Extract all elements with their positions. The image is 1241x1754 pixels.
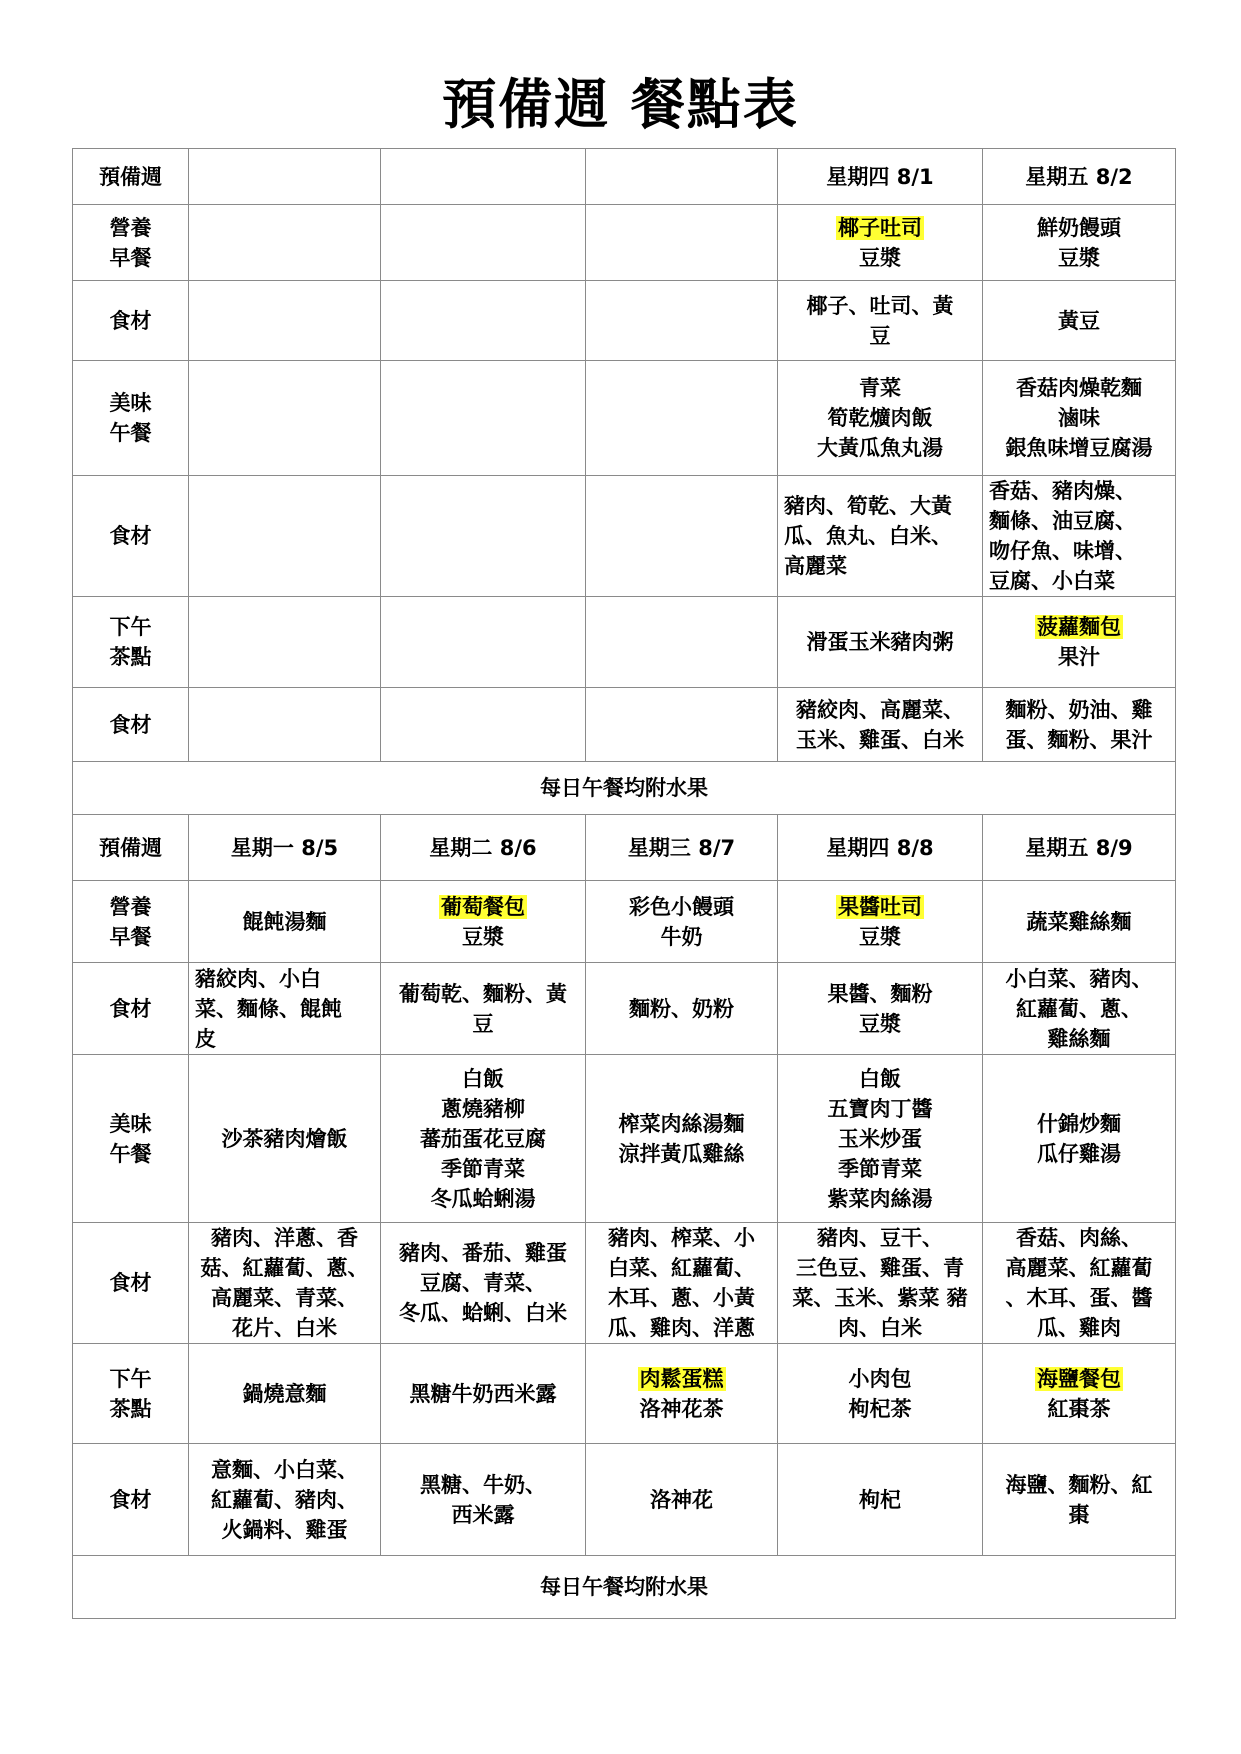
snack-cell: [586, 597, 778, 688]
breakfast-cell: [586, 205, 778, 281]
row-label-ingredients: 食材: [73, 476, 189, 597]
cell-line-wrap: [784, 922, 976, 952]
highlighted-item: 肉鬆蛋糕: [639, 1366, 724, 1391]
breakfast-cell: [381, 205, 586, 281]
cell-line-wrap: [989, 1394, 1169, 1424]
ingredients-cell: [778, 963, 983, 1055]
cell-line: 豆漿: [859, 245, 901, 270]
highlighted-item: 果醬吐司: [838, 894, 922, 919]
row-label-line: 營養: [109, 894, 152, 919]
day-header: 星期一 8/5: [189, 815, 381, 881]
cell-line-wrap: [195, 1379, 374, 1409]
cell-line: 菜、麵條、餛飩: [195, 996, 342, 1021]
cell-line-wrap: [989, 642, 1169, 672]
cell-line: 青菜: [859, 376, 901, 400]
cell-line: 豆漿: [462, 924, 504, 949]
cell-line: 菜、玉米、紫菜 豬: [792, 1286, 968, 1310]
cell-line: 涼拌黃瓜雞絲: [618, 1141, 745, 1166]
cell-line: 果醬、麵粉: [827, 981, 933, 1006]
cell-line: 豆腐、青菜、: [420, 1271, 546, 1295]
breakfast-cell: [586, 881, 778, 963]
ingredients-cell: [586, 1444, 778, 1556]
breakfast-cell: [189, 881, 381, 963]
cell-line: 豬肉、榨菜、小: [608, 1226, 755, 1250]
cell-line: 蕃茄蛋花豆腐: [420, 1126, 546, 1151]
cell-line: 滑蛋玉米豬肉粥: [806, 630, 954, 654]
day-header: 星期五 8/9: [983, 815, 1176, 881]
cell-line: 紅蘿蔔、蔥、: [1016, 996, 1142, 1021]
ingredients-cell: [381, 1223, 586, 1344]
cell-line: 麵粉、奶粉: [629, 996, 734, 1021]
cell-line-wrap: [784, 213, 976, 243]
row-label-ingredients: 食材: [73, 281, 189, 361]
cell-line: 西米露: [451, 1502, 515, 1527]
cell-line: 紅蘿蔔、豬肉、: [211, 1487, 358, 1512]
cell-line-wrap: [989, 612, 1169, 642]
cell-line: 黑糖牛奶西米露: [409, 1381, 557, 1406]
row-label-snack: [73, 1344, 189, 1444]
cell-line: 蔥燒豬柳: [441, 1096, 525, 1121]
row-label-line: 美味: [109, 391, 152, 415]
cell-line-wrap: [387, 922, 579, 952]
cell-line: 香菇肉燥乾麵: [1016, 376, 1142, 400]
cell-line: 大黃瓜魚丸湯: [817, 436, 943, 460]
lunch-cell: [381, 1055, 586, 1223]
cell-line-wrap: [592, 1394, 771, 1424]
ingredients-cell: [983, 476, 1176, 597]
cell-line: 玉米炒蛋: [838, 1126, 922, 1151]
ingredients-cell: [189, 281, 381, 361]
lunch-cell: [778, 361, 983, 476]
row-label-line: 早餐: [109, 245, 152, 270]
cell-line: 什錦炒麵: [1037, 1111, 1121, 1136]
cell-line: 季節青菜: [838, 1156, 922, 1181]
cell-line: 紫菜肉絲湯: [827, 1186, 933, 1211]
cell-line: 香菇、肉絲、: [1016, 1226, 1142, 1250]
ingredients-cell: [189, 476, 381, 597]
cell-line: 豆: [869, 323, 891, 348]
ingredients-cell: [189, 688, 381, 762]
row-label-line: 下午: [109, 615, 152, 639]
cell-line: 滷味: [1058, 406, 1100, 430]
highlighted-item: 菠蘿麵包: [1037, 615, 1121, 639]
cell-line: 小白菜、豬肉、: [1005, 966, 1153, 991]
cell-line-wrap: [592, 1364, 771, 1394]
row-label-line: 早餐: [109, 924, 152, 949]
row-label-ingredients: 食材: [73, 963, 189, 1055]
cell-line: 鮮奶饅頭: [1037, 215, 1121, 240]
cell-line: 豬肉、番茄、雞蛋: [399, 1241, 567, 1265]
snack-cell: [189, 1344, 381, 1444]
breakfast-cell: [983, 205, 1176, 281]
day-header: [381, 149, 586, 205]
cell-line: 銀魚味增豆腐湯: [1005, 436, 1153, 460]
ingredients-cell: [983, 281, 1176, 361]
cell-line: 豬絞肉、高麗菜、: [796, 697, 964, 722]
row-label-line: 營養: [109, 215, 152, 240]
cell-line: 皮: [195, 1026, 216, 1051]
ingredients-cell: [586, 1223, 778, 1344]
row-label-ingredients: 食材: [73, 688, 189, 762]
cell-line-wrap: [387, 1379, 579, 1409]
cell-line: 豬肉、筍乾、大黃: [784, 494, 952, 518]
cell-line: 瓜、雞肉: [1037, 1316, 1121, 1340]
row-label-ingredients: 食材: [73, 1444, 189, 1556]
cell-line: 吻仔魚、味增、: [989, 539, 1136, 563]
cell-line: 白菜、紅蘿蔔、: [608, 1256, 755, 1280]
cell-line: 、木耳、蛋、醬: [1005, 1286, 1153, 1310]
cell-line: 黑糖、牛奶、: [420, 1472, 546, 1497]
ingredients-cell: [586, 281, 778, 361]
cell-line: 瓜、魚丸、白米、: [784, 524, 952, 548]
fruit-note: 每日午餐均附水果: [73, 762, 1176, 815]
lunch-cell: [983, 1055, 1176, 1223]
cell-line: 蔬菜雞絲麵: [1026, 909, 1132, 934]
breakfast-cell: [189, 205, 381, 281]
cell-line-wrap: [989, 213, 1169, 243]
cell-line: 果汁: [1058, 645, 1100, 669]
cell-line: 豆漿: [859, 1011, 901, 1036]
page-title: 預備週 餐點表: [442, 73, 799, 136]
cell-line-wrap: [784, 1394, 976, 1424]
highlighted-item: 海鹽餐包: [1037, 1366, 1121, 1391]
cell-line: 筍乾爌肉飯: [827, 406, 933, 430]
ingredients-cell: [189, 1444, 381, 1556]
cell-line: 冬瓜、蛤蜊、白米: [399, 1301, 567, 1325]
lunch-cell: [778, 1055, 983, 1223]
cell-line: 棗: [1068, 1502, 1090, 1527]
lunch-cell: [983, 361, 1176, 476]
ingredients-cell: [778, 688, 983, 762]
cell-line: 葡萄乾、麵粉、黃: [399, 981, 567, 1006]
cell-line: 豬絞肉、小白: [195, 966, 321, 991]
cell-line: 豆: [472, 1011, 494, 1036]
row-label-line: 茶點: [109, 1396, 152, 1421]
cell-line-wrap: [784, 1364, 976, 1394]
row-label-line: 美味: [109, 1111, 152, 1136]
menu-table-week1: [72, 148, 1176, 1619]
cell-line: 豆腐、小白菜: [989, 569, 1115, 593]
cell-line: 豆漿: [859, 924, 901, 949]
ingredients-cell: [381, 963, 586, 1055]
lunch-cell: [586, 361, 778, 476]
ingredients-cell: [983, 963, 1176, 1055]
ingredients-cell: [586, 963, 778, 1055]
cell-line: 高麗菜: [784, 554, 847, 578]
cell-line: 豬肉、豆干、: [817, 1226, 943, 1250]
cell-line: 雞絲麵: [1047, 1026, 1111, 1051]
cell-line: 白飯: [859, 1066, 901, 1091]
cell-line: 瓜、雞肉、洋蔥: [608, 1316, 755, 1340]
day-header: 星期四 8/1: [778, 149, 983, 205]
cell-line: 肉、白米: [838, 1316, 922, 1340]
fruit-note: 每日午餐均附水果: [73, 1556, 1176, 1619]
row-label-lunch: [73, 361, 189, 476]
ingredients-cell: [189, 963, 381, 1055]
row-label-breakfast: [73, 881, 189, 963]
cell-line: 高麗菜、青菜、: [211, 1286, 358, 1310]
cell-line: 木耳、蔥、小黃: [608, 1286, 755, 1310]
snack-cell: [778, 1344, 983, 1444]
day-header: 星期二 8/6: [381, 815, 586, 881]
cell-line-wrap: [784, 627, 976, 657]
ingredients-cell: [983, 1223, 1176, 1344]
cell-line: 麵條、油豆腐、: [989, 509, 1136, 533]
cell-line-wrap: [989, 243, 1169, 273]
cell-line-wrap: [592, 892, 771, 922]
cell-line: 餛飩湯麵: [242, 909, 327, 934]
row-label-snack: [73, 597, 189, 688]
cell-line: 冬瓜蛤蜊湯: [430, 1186, 536, 1211]
cell-line: 麵粉、奶油、雞: [1005, 697, 1153, 722]
cell-line: 高麗菜、紅蘿蔔: [1005, 1256, 1153, 1280]
cell-line-wrap: [784, 243, 976, 273]
ingredients-cell: [381, 1444, 586, 1556]
cell-line: 五寶肉丁醬: [827, 1096, 933, 1121]
day-header: [586, 149, 778, 205]
corner-label: 預備週: [73, 149, 189, 205]
lunch-cell: [189, 361, 381, 476]
cell-line: 海鹽、麵粉、紅: [1005, 1472, 1153, 1497]
ingredients-cell: [381, 281, 586, 361]
cell-line: 洛神花茶: [639, 1396, 724, 1421]
cell-line: 豆漿: [1058, 245, 1100, 270]
cell-line-wrap: [784, 892, 976, 922]
cell-line-wrap: [989, 1364, 1169, 1394]
cell-line: 季節青菜: [441, 1156, 525, 1181]
ingredients-cell: [778, 1444, 983, 1556]
row-label-breakfast: [73, 205, 189, 281]
day-header: 星期四 8/8: [778, 815, 983, 881]
cell-line: 火鍋料、雞蛋: [221, 1517, 348, 1542]
ingredients-cell: [983, 688, 1176, 762]
row-label-ingredients: 食材: [73, 1223, 189, 1344]
cell-line: 豬肉、洋蔥、香: [211, 1226, 358, 1250]
cell-line: 黃豆: [1058, 308, 1100, 333]
cell-line: 椰子、吐司、黃: [806, 293, 954, 318]
cell-line-wrap: [989, 907, 1169, 937]
cell-line: 玉米、雞蛋、白米: [796, 727, 964, 752]
cell-line: 紅棗茶: [1047, 1396, 1111, 1421]
cell-line: 洛神花: [650, 1487, 713, 1512]
cell-line: 枸杞茶: [848, 1396, 912, 1421]
day-header: 星期三 8/7: [586, 815, 778, 881]
corner-label: 預備週: [73, 815, 189, 881]
cell-line: 菇、紅蘿蔔、蔥、: [200, 1256, 369, 1280]
breakfast-cell: [381, 881, 586, 963]
row-label-line: 午餐: [109, 421, 152, 445]
cell-line: 鍋燒意麵: [242, 1381, 327, 1406]
cell-line: 小肉包: [848, 1366, 912, 1391]
cell-line: 榨菜肉絲湯麵: [618, 1111, 745, 1136]
snack-cell: [381, 1344, 586, 1444]
lunch-cell: [189, 1055, 381, 1223]
ingredients-cell: [189, 1223, 381, 1344]
cell-line: 三色豆、雞蛋、青: [796, 1256, 964, 1280]
snack-cell: [983, 597, 1176, 688]
cell-line: 瓜仔雞湯: [1037, 1141, 1121, 1166]
snack-cell: [586, 1344, 778, 1444]
ingredients-cell: [586, 688, 778, 762]
breakfast-cell: [983, 881, 1176, 963]
row-label-line: 下午: [109, 1366, 152, 1391]
ingredients-cell: [778, 476, 983, 597]
cell-line: 蛋、麵粉、果汁: [1005, 727, 1153, 752]
cell-line: 彩色小饅頭: [629, 894, 734, 919]
ingredients-cell: [381, 688, 586, 762]
cell-line: 香菇、豬肉燥、: [989, 479, 1136, 503]
ingredients-cell: [778, 281, 983, 361]
ingredients-cell: [381, 476, 586, 597]
snack-cell: [983, 1344, 1176, 1444]
cell-line-wrap: [387, 892, 579, 922]
snack-cell: [189, 597, 381, 688]
cell-line: 意麵、小白菜、: [211, 1457, 358, 1482]
cell-line-wrap: [195, 907, 374, 937]
cell-line-wrap: [592, 922, 771, 952]
cell-line: 沙茶豬肉燴飯: [221, 1126, 348, 1151]
ingredients-cell: [586, 476, 778, 597]
cell-line: 枸杞: [859, 1487, 901, 1512]
lunch-cell: [586, 1055, 778, 1223]
highlighted-item: 椰子吐司: [838, 215, 922, 240]
snack-cell: [778, 597, 983, 688]
lunch-cell: [381, 361, 586, 476]
ingredients-cell: [778, 1223, 983, 1344]
cell-line: 花片、白米: [232, 1316, 337, 1340]
row-label-lunch: [73, 1055, 189, 1223]
day-header: 星期五 8/2: [983, 149, 1176, 205]
row-label-line: 茶點: [109, 645, 152, 669]
cell-line: 牛奶: [660, 924, 703, 949]
breakfast-cell: [778, 205, 983, 281]
cell-line: 白飯: [462, 1066, 504, 1091]
highlighted-item: 葡萄餐包: [441, 894, 525, 919]
breakfast-cell: [778, 881, 983, 963]
ingredients-cell: [983, 1444, 1176, 1556]
row-label-line: 午餐: [109, 1141, 152, 1166]
day-header: [189, 149, 381, 205]
snack-cell: [381, 597, 586, 688]
